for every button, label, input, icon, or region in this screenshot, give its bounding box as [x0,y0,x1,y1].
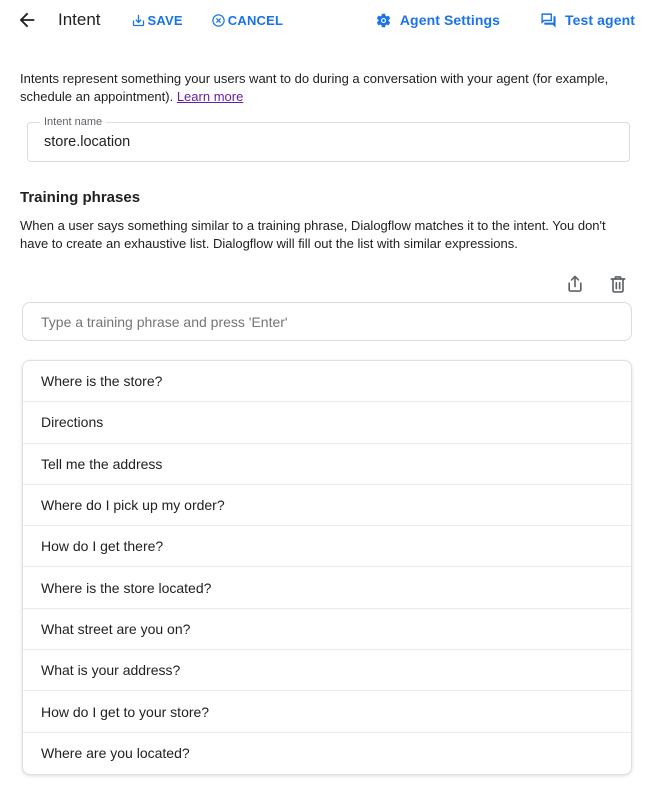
upload-button[interactable] [565,274,585,294]
test-agent-button[interactable] [540,12,635,29]
chat-bubbles-icon [540,12,557,29]
delete-button[interactable] [608,274,628,294]
training-phrases-heading: Training phrases [20,189,141,206]
save-button-label: SAVE [147,12,183,28]
phrase-actions-bar [20,274,632,294]
save-icon [131,13,146,28]
training-phrase-text: How do I get to your store? [41,703,210,720]
intent-name-field [27,116,630,162]
learn-more-link[interactable]: Learn more [176,89,244,104]
training-phrase-text: Directions [41,414,104,431]
save-button[interactable] [131,13,183,28]
cancel-circle-icon [211,13,226,28]
agent-settings-button[interactable] [375,12,500,29]
training-phrase-text: Where is the store located? [41,579,212,596]
training-phrase-text: Where are you located? [41,745,190,762]
training-phrase-row[interactable] [23,609,631,650]
test-agent-label: Test agent [565,12,635,28]
gear-icon [375,12,392,29]
training-phrase-text: Where do I pick up my order? [41,497,225,514]
training-phrase-input[interactable] [22,302,632,341]
training-phrase-list [22,360,632,775]
training-phrase-row[interactable] [23,444,631,485]
arrow-back-icon [16,9,38,31]
training-phrase-row[interactable] [23,733,631,774]
training-phrase-text: How do I get there? [41,538,164,555]
training-phrase-row[interactable] [23,361,631,402]
training-phrase-row[interactable] [23,650,631,691]
training-phrase-row[interactable] [23,485,631,526]
cancel-button[interactable] [211,13,283,28]
intent-description-body: Intents represent something your users want to do during a conversation with your agent (for example, schedule an appointment). [20,71,609,104]
training-phrase-row[interactable] [23,526,631,567]
training-phrase-row[interactable] [23,691,631,732]
upload-icon [565,274,585,294]
intent-name-input[interactable] [44,134,613,150]
intent-name-label: Intent name [40,116,106,129]
page-title: Intent [58,10,101,29]
training-phrase-text: What is your address? [41,662,181,679]
training-phrase-row[interactable] [23,402,631,443]
training-phrase-text: What street are you on? [41,620,191,637]
training-phrase-text: Where is the store? [41,373,163,390]
top-toolbar [0,0,657,40]
intent-description-text [20,70,618,106]
training-phrase-text: Tell me the address [41,455,163,472]
trash-icon [608,274,628,294]
main-content [0,70,657,775]
back-button[interactable] [16,9,38,31]
training-phrase-row[interactable] [23,567,631,608]
cancel-button-label: CANCEL [227,12,284,28]
training-phrases-description: When a user says something similar to a training phrase, Dialogflow matches it to the intent. You don't have to create an exhaustive list. Dialogflow will fill out the list with similar expressions. [20,218,606,251]
agent-settings-label: Agent Settings [399,12,501,28]
